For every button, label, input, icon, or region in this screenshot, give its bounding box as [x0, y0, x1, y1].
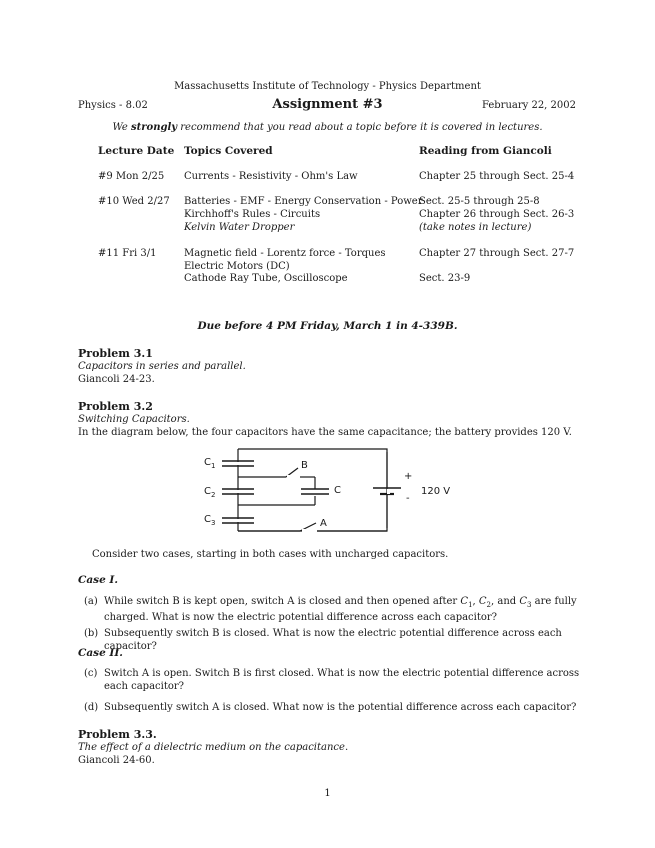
page-number: 1 [324, 788, 331, 799]
item-c-text: Switch A is open. Switch B is first closed. What is now the electric potential difference across each capacitor? [104, 668, 580, 692]
col-header-date: Lecture Date [98, 145, 175, 157]
item-b-label: (b) [84, 628, 99, 639]
institution-line: Massachusetts Institute of Technology - Physics Department [174, 81, 481, 92]
row1-topic: Currents - Resistivity - Ohm's Law [184, 171, 358, 182]
row2-topic: Kelvin Water Dropper [184, 222, 295, 233]
col-header-topics: Topics Covered [184, 145, 273, 157]
circuit-outer-wire [238, 449, 387, 531]
assignment-date: February 22, 2002 [481, 100, 576, 111]
problem-1-text: Giancoli 24-23. [78, 374, 155, 385]
problem-3-subtitle: The effect of a dielectric medium on the capacitance. [78, 742, 349, 753]
item-d-label: (d) [84, 702, 99, 713]
due-date-line: Due before 4 PM Friday, March 1 in 4-339B. [197, 320, 458, 332]
case-2-heading: Case II. [78, 647, 123, 659]
row2-reading: (take notes in lecture) [419, 222, 532, 233]
label-switch-b: B [301, 460, 308, 471]
problem-3-text: Giancoli 24-60. [78, 755, 155, 766]
problem-1-heading: Problem 3.1 [78, 347, 153, 360]
course-number: Physics - 8.02 [78, 100, 148, 111]
row3-reading: Chapter 27 through Sect. 27-7 [419, 248, 575, 259]
row2-topic: Kirchhoff's Rules - Circuits [184, 209, 321, 220]
item-a-label: (a) [84, 596, 98, 607]
row3-date: #11 Fri 3/1 [98, 248, 157, 259]
case-1-heading: Case I. [78, 574, 118, 586]
row2-date: #10 Wed 2/27 [98, 196, 170, 207]
item-c-label: (c) [84, 668, 98, 679]
problem-2-subtitle: Switching Capacitors. [78, 414, 190, 425]
col-header-reading: Reading from Giancoli [419, 145, 552, 157]
row3-topic: Electric Motors (DC) [184, 261, 290, 272]
row2-reading: Sect. 25-5 through 25-8 [419, 196, 540, 207]
problem-2-intro: Consider two cases, starting in both cases with uncharged capacitors. [92, 549, 449, 560]
row3-topic: Cathode Ray Tube, Oscilloscope [184, 273, 348, 284]
row1-date: #9 Mon 2/25 [98, 171, 165, 182]
label-cap-c: C [334, 485, 341, 496]
label-c3: $C_3$ [204, 514, 216, 527]
row3-topic: Magnetic field - Lorentz force - Torques [184, 248, 386, 259]
problem-2-text: In the diagram below, the four capacitors have the same capacitance; the battery provides 120 V. [78, 427, 572, 438]
emphasis-word: strongly [131, 122, 178, 133]
row2-topic: Batteries - EMF - Energy Conservation - Power [184, 196, 423, 207]
label-switch-a: A [320, 518, 327, 529]
reading-recommendation: We strongly recommend that you read about a topic before it is covered in lectures. [112, 122, 543, 133]
battery-voltage: 120 V [421, 486, 451, 497]
label-c2: $C_2$ [204, 486, 216, 499]
row2-reading: Chapter 26 through Sect. 26-3 [419, 209, 575, 220]
item-d-text: Subsequently switch A is closed. What now is the potential difference across each capacitor? [104, 702, 577, 713]
item-a-text: While switch B is kept open, switch A is closed and then opened after $C_1$, $C_2$, and $C_3$ are fully charged. What is now the electric potential difference across each capacitor? [104, 596, 577, 623]
row1-reading: Chapter 25 through Sect. 25-4 [419, 171, 575, 182]
assignment-title: Assignment #3 [272, 97, 383, 112]
battery-minus: - [406, 493, 410, 504]
label-c1: $C_1$ [204, 457, 216, 470]
problem-1-subtitle: Capacitors in series and parallel. [78, 361, 246, 372]
row3-reading: Sect. 23-9 [419, 273, 471, 284]
battery-plus: + [404, 471, 413, 482]
problem-2-heading: Problem 3.2 [78, 400, 153, 413]
problem-3-heading: Problem 3.3. [78, 728, 157, 741]
item-b-text: Subsequently switch B is closed. What is now the electric potential difference across each capacitor? [104, 628, 562, 652]
